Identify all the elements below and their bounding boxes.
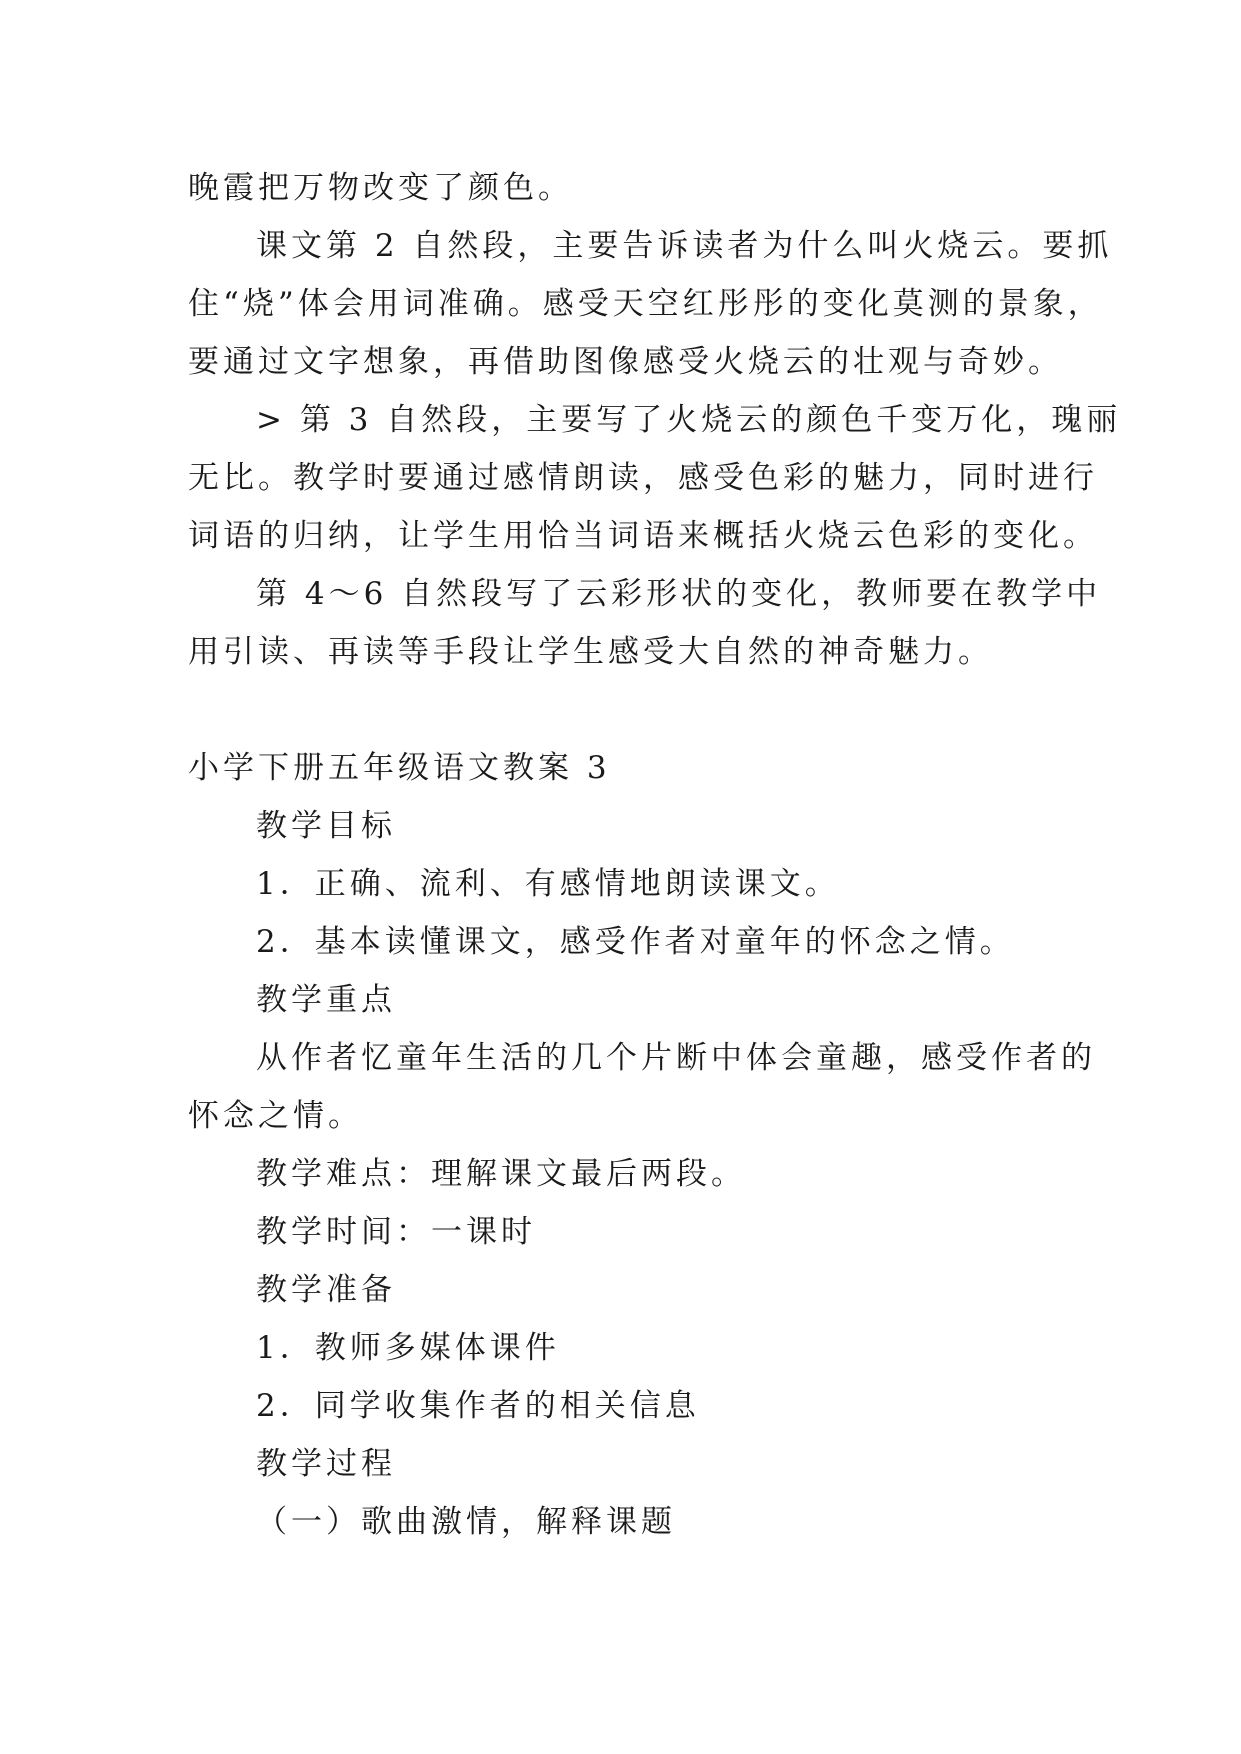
- text-line: 词语的归纳，让学生用恰当词语来概括火烧云色彩的变化。: [188, 518, 1098, 554]
- text-line: 住“烧”体会用词准确。感受天空红彤彤的变化莫测的景象，: [188, 286, 1103, 322]
- text-line: 第 4～6 自然段写了云彩形状的变化，教师要在教学中: [256, 576, 1102, 612]
- text-line: 要通过文字想象，再借助图像感受火烧云的壮观与奇妙。: [188, 344, 1063, 380]
- section-title: 小学下册五年级语文教案 3: [188, 750, 611, 786]
- heading-line: 教学目标: [256, 808, 396, 844]
- list-item: 1．教师多媒体课件: [256, 1330, 560, 1366]
- text-line: 晚霞把万物改变了颜色。: [188, 170, 573, 206]
- text-line: 教学难点：理解课文最后两段。: [256, 1156, 746, 1192]
- list-item: 1．正确、流利、有感情地朗读课文。: [256, 866, 840, 902]
- list-item: 2．同学收集作者的相关信息: [256, 1388, 700, 1424]
- list-item: 2．基本读懂课文，感受作者对童年的怀念之情。: [256, 924, 1015, 960]
- text-line: 无比。教学时要通过感情朗读，感受色彩的魅力，同时进行: [188, 460, 1098, 496]
- text-line: 教学时间：一课时: [256, 1214, 536, 1250]
- text-line: 怀念之情。: [188, 1098, 363, 1134]
- heading-line: 教学过程: [256, 1446, 396, 1482]
- heading-line: 教学重点: [256, 982, 396, 1018]
- heading-line: 教学准备: [256, 1272, 396, 1308]
- text-line: > 第 3 自然段，主要写了火烧云的颜色千变万化，瑰丽: [256, 402, 1122, 438]
- text-line: 用引读、再读等手段让学生感受大自然的神奇魅力。: [188, 634, 993, 670]
- text-line: （一）歌曲激情，解释课题: [256, 1504, 676, 1540]
- text-line: 从作者忆童年生活的几个片断中体会童趣，感受作者的: [256, 1040, 1096, 1076]
- text-line: 课文第 2 自然段，主要告诉读者为什么叫火烧云。要抓: [256, 228, 1113, 264]
